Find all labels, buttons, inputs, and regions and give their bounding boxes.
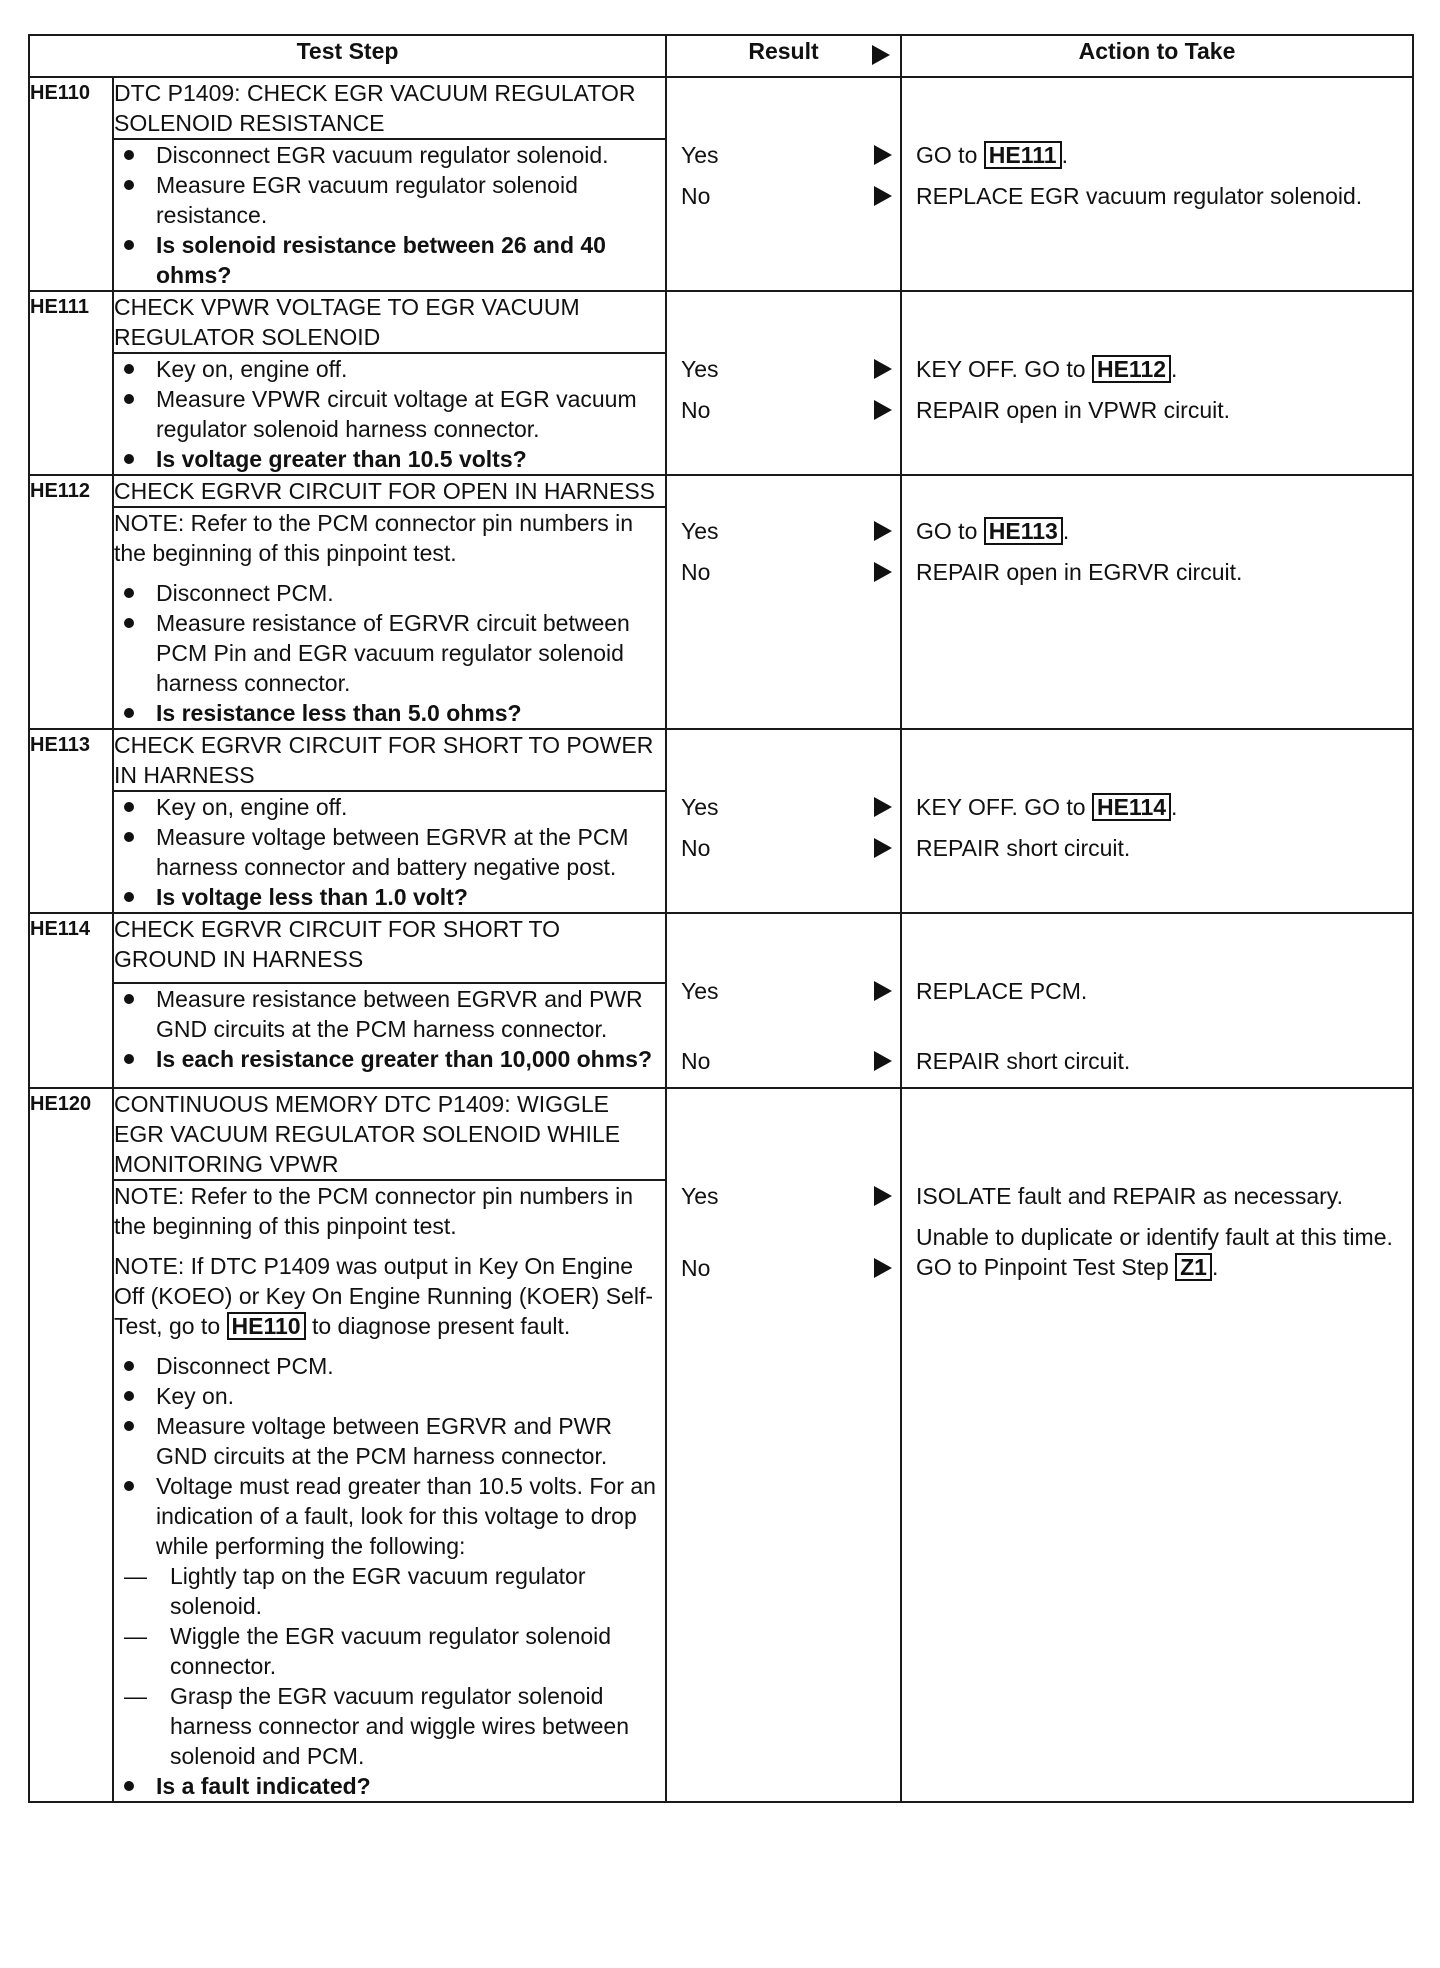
- result-no: No: [667, 395, 900, 425]
- right-triangle-arrow-icon: [874, 838, 892, 858]
- result-cell: [666, 475, 901, 729]
- result-yes: Yes: [667, 792, 900, 822]
- step-bullet: Measure VPWR circuit voltage at EGR vacuum regulator solenoid harness connector.: [114, 384, 665, 444]
- step-bullet: Key on, engine off.: [114, 792, 665, 822]
- step-reference-link[interactable]: HE110: [227, 1312, 306, 1340]
- result-no: No: [667, 1046, 900, 1076]
- step-bullet: Measure resistance of EGRVR circuit between PCM Pin and EGR vacuum regulator solenoid harness connector.: [114, 608, 665, 698]
- step-bullet: Disconnect PCM.: [114, 578, 665, 608]
- step-body: [113, 507, 666, 729]
- action-no: REPAIR open in EGRVR circuit.: [916, 559, 1243, 585]
- header-result: Result: [666, 35, 901, 77]
- step-question: Is a fault indicated?: [114, 1771, 665, 1801]
- step-bullet: Measure resistance between EGRVR and PWR GND circuits at the PCM harness connector.: [114, 984, 665, 1044]
- step-title: CHECK EGRVR CIRCUIT FOR SHORT TO GROUND IN HARNESS: [113, 913, 666, 983]
- right-triangle-arrow-icon: [874, 400, 892, 420]
- step-bullet: Measure voltage between EGRVR at the PCM harness connector and battery negative post.: [114, 822, 665, 882]
- step-bullet: Key on, engine off.: [114, 354, 665, 384]
- step-question: Is solenoid resistance between 26 and 40 ohms?: [114, 230, 665, 290]
- step-sub-item: — Grasp the EGR vacuum regulator solenoid harness connector and wiggle wires between solenoid and PCM.: [114, 1681, 665, 1771]
- step-reference-link[interactable]: Z1: [1175, 1253, 1212, 1281]
- step-title-row: [29, 77, 1413, 139]
- result-yes: Yes: [667, 1181, 900, 1211]
- right-triangle-arrow-icon: [874, 359, 892, 379]
- action-yes: KEY OFF. GO to HE112 .: [916, 356, 1178, 382]
- action-cell: [901, 475, 1413, 729]
- step-body: [113, 983, 666, 1088]
- right-triangle-arrow-icon: [874, 1258, 892, 1278]
- step-id: HE120: [29, 1088, 113, 1802]
- step-note: NOTE: Refer to the PCM connector pin numbers in the beginning of this pinpoint test.: [114, 510, 633, 566]
- right-triangle-arrow-icon: [874, 1051, 892, 1071]
- step-title: DTC P1409: CHECK EGR VACUUM REGULATOR SOLENOID RESISTANCE: [113, 77, 666, 139]
- action-yes: GO to HE111 .: [916, 142, 1068, 168]
- result-yes: Yes: [667, 976, 900, 1006]
- right-triangle-arrow-icon: [874, 981, 892, 1001]
- action-cell: [901, 729, 1413, 913]
- right-triangle-arrow-icon: [874, 1186, 892, 1206]
- action-yes: REPLACE PCM.: [916, 978, 1088, 1004]
- step-title: CHECK VPWR VOLTAGE TO EGR VACUUM REGULATOR SOLENOID: [113, 291, 666, 353]
- action-cell: [901, 291, 1413, 475]
- right-triangle-arrow-icon: [874, 797, 892, 817]
- header-test-step: Test Step: [29, 35, 666, 77]
- right-triangle-arrow-icon: [874, 521, 892, 541]
- table-header-row: [29, 35, 1413, 77]
- header-action: Action to Take: [901, 35, 1413, 77]
- step-id: HE114: [29, 913, 113, 1088]
- result-cell: [666, 913, 901, 1088]
- action-no: REPAIR short circuit.: [916, 835, 1131, 861]
- step-question: Is voltage less than 1.0 volt?: [114, 882, 665, 912]
- step-title-row: [29, 291, 1413, 353]
- result-cell: [666, 1088, 901, 1802]
- step-title: CHECK EGRVR CIRCUIT FOR OPEN IN HARNESS: [113, 475, 666, 507]
- step-body: [113, 353, 666, 475]
- result-no: No: [667, 181, 900, 211]
- result-cell: [666, 77, 901, 291]
- step-reference-link[interactable]: HE111: [984, 141, 1062, 169]
- right-triangle-arrow-icon: [874, 186, 892, 206]
- step-title-row: [29, 913, 1413, 983]
- step-body: [113, 139, 666, 291]
- step-title-row: [29, 475, 1413, 507]
- step-id: HE110: [29, 77, 113, 291]
- step-title-row: [29, 1088, 1413, 1180]
- step-title: CONTINUOUS MEMORY DTC P1409: WIGGLE EGR VACUUM REGULATOR SOLENOID WHILE MONITORING VPWR: [113, 1088, 666, 1180]
- step-question: Is voltage greater than 10.5 volts?: [114, 444, 665, 474]
- step-bullet: Key on.: [114, 1381, 665, 1411]
- result-cell: [666, 729, 901, 913]
- result-yes: Yes: [667, 516, 900, 546]
- step-title: CHECK EGRVR CIRCUIT FOR SHORT TO POWER IN HARNESS: [113, 729, 666, 791]
- result-no: No: [667, 1253, 900, 1283]
- action-cell: [901, 913, 1413, 1088]
- result-no: No: [667, 557, 900, 587]
- right-triangle-arrow-icon: [874, 562, 892, 582]
- action-yes: KEY OFF. GO to HE114 .: [916, 794, 1178, 820]
- result-no: No: [667, 833, 900, 863]
- step-bullet: Disconnect EGR vacuum regulator solenoid.: [114, 140, 665, 170]
- step-id: HE111: [29, 291, 113, 475]
- step-reference-link[interactable]: HE113: [984, 517, 1063, 545]
- result-yes: Yes: [667, 354, 900, 384]
- step-question: Is each resistance greater than 10,000 ohms?: [114, 1044, 665, 1074]
- action-cell: [901, 1088, 1413, 1802]
- step-bullet: Measure EGR vacuum regulator solenoid resistance.: [114, 170, 665, 230]
- step-id: HE113: [29, 729, 113, 913]
- step-bullet: Voltage must read greater than 10.5 volts. For an indication of a fault, look for this voltage to drop while performing the following: — Lightly tap on the EGR vacuum regulator solenoid. — Wiggle the EGR vacuum regulator solenoid connector. — Grasp the EGR vacuum regulator solenoid harness connector and wiggle wires between solenoid and PCM.: [114, 1471, 665, 1771]
- action-yes: ISOLATE fault and REPAIR as necessary.: [916, 1183, 1343, 1209]
- step-title-row: [29, 729, 1413, 791]
- right-triangle-arrow-icon: [874, 145, 892, 165]
- action-no: Unable to duplicate or identify fault at this time. GO to Pinpoint Test Step Z1 .: [916, 1224, 1393, 1280]
- action-no: REPLACE EGR vacuum regulator solenoid.: [916, 183, 1363, 209]
- step-reference-link[interactable]: HE114: [1092, 793, 1171, 821]
- action-no: REPAIR open in VPWR circuit.: [916, 397, 1231, 423]
- step-sub-item: — Wiggle the EGR vacuum regulator solenoid connector.: [114, 1621, 665, 1681]
- step-question: Is resistance less than 5.0 ohms?: [114, 698, 665, 728]
- pinpoint-test-table: [28, 34, 1414, 1803]
- step-note: NOTE: If DTC P1409 was output in Key On Engine Off (KOEO) or Key On Engine Running (KOER) Self-Test, go to HE110 to diagnose present fault.: [114, 1253, 654, 1339]
- step-bullet: Measure voltage between EGRVR and PWR GND circuits at the PCM harness connector.: [114, 1411, 665, 1471]
- action-cell: [901, 77, 1413, 291]
- step-body: [113, 791, 666, 913]
- result-yes: Yes: [667, 140, 900, 170]
- action-no: REPAIR short circuit.: [916, 1048, 1131, 1074]
- step-note: NOTE: Refer to the PCM connector pin numbers in the beginning of this pinpoint test.: [114, 1183, 633, 1239]
- result-cell: [666, 291, 901, 475]
- step-reference-link[interactable]: HE112: [1092, 355, 1171, 383]
- step-body: [113, 1180, 666, 1802]
- step-sub-item: — Lightly tap on the EGR vacuum regulator solenoid.: [114, 1561, 665, 1621]
- step-id: HE112: [29, 475, 113, 729]
- step-bullet: Disconnect PCM.: [114, 1351, 665, 1381]
- right-triangle-arrow-icon: [872, 45, 890, 65]
- action-yes: GO to HE113 .: [916, 518, 1070, 544]
